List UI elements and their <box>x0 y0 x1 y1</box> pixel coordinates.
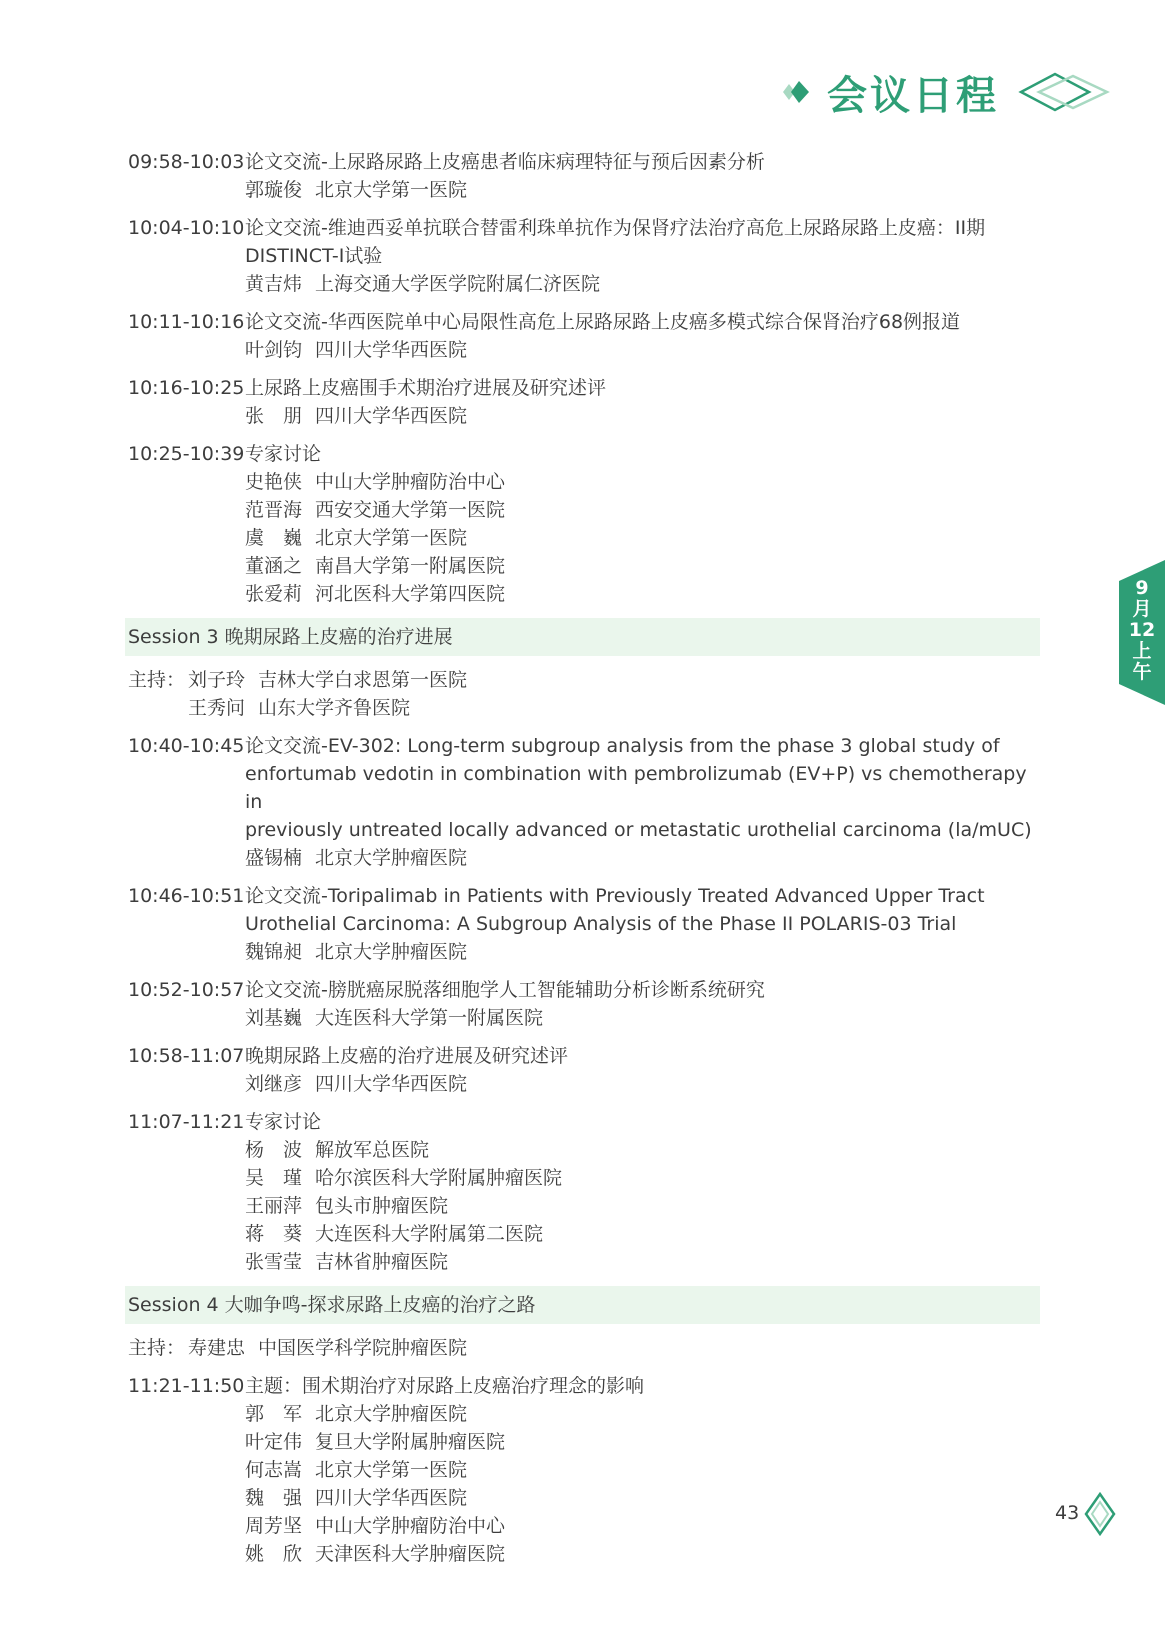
date-char: 上 <box>1132 640 1152 662</box>
topic-line: 专家讨论 <box>245 1111 322 1133</box>
speaker-org: 大连医科大学附属第二医院 <box>315 1223 544 1245</box>
page-title: 会议日程 <box>827 72 999 119</box>
agenda-item <box>128 1372 1040 1568</box>
speaker-row <box>245 1220 1040 1248</box>
speaker-org: 天津医科大学肿瘤医院 <box>315 1543 506 1565</box>
speaker-row <box>245 336 1040 364</box>
agenda-item <box>128 1108 1040 1276</box>
chair-name: 寿建忠 <box>188 1337 246 1359</box>
speaker-org: 哈尔滨医科大学附属肿瘤医院 <box>315 1167 563 1189</box>
agenda-item <box>128 732 1040 872</box>
agenda-item <box>128 1042 1040 1098</box>
speaker-org: 四川大学华西医院 <box>315 339 468 361</box>
topic-line: 上尿路上皮癌围手术期治疗进展及研究述评 <box>245 377 607 399</box>
speaker-org: 四川大学华西医院 <box>315 1487 468 1509</box>
date-side-tab <box>1119 560 1165 705</box>
item-body <box>245 374 1040 430</box>
speaker-name: 虞 巍 <box>245 527 303 549</box>
date-label <box>1119 578 1165 683</box>
speaker-row <box>245 1428 1040 1456</box>
speaker-row <box>245 176 1040 204</box>
chair-name: 王秀问 <box>188 697 246 719</box>
agenda-item <box>128 148 1040 204</box>
speaker-org: 四川大学华西医院 <box>315 1073 468 1095</box>
speaker-name: 杨 波 <box>245 1139 303 1161</box>
agenda-item <box>128 308 1040 364</box>
topic-line: 晚期尿路上皮癌的治疗进展及研究述评 <box>245 1045 569 1067</box>
diamond-page-icon <box>1084 1492 1116 1536</box>
topic-line: enfortumab vedotin in combination with pembrolizumab (EV+P) vs chemotherapy in <box>245 763 1027 813</box>
speaker-row <box>245 1004 1040 1032</box>
speaker-row <box>245 1512 1040 1540</box>
topic-line: 论文交流-Toripalimab in Patients with Previously Treated Advanced Upper Tract <box>245 885 985 907</box>
chair-label <box>128 694 188 722</box>
topic-line: 主题：围术期治疗对尿路上皮癌治疗理念的影响 <box>245 1375 645 1397</box>
speaker-name: 刘基巍 <box>245 1007 303 1029</box>
speaker-org: 河北医科大学第四医院 <box>315 583 506 605</box>
speaker-org: 北京大学肿瘤医院 <box>315 941 468 963</box>
speaker-name: 吴 瑾 <box>245 1167 303 1189</box>
date-char: 12 <box>1128 619 1156 641</box>
speaker-org: 中山大学肿瘤防治中心 <box>315 1515 506 1537</box>
agenda <box>128 148 1040 1578</box>
speaker-name: 刘继彦 <box>245 1073 303 1095</box>
topic-line: 论文交流-上尿路尿路上皮癌患者临床病理特征与预后因素分析 <box>245 151 765 173</box>
time-slot: 10:52-10:57 <box>128 979 245 1001</box>
speaker-org: 上海交通大学医学院附属仁济医院 <box>315 273 601 295</box>
speaker-row <box>245 1540 1040 1568</box>
session-chairs <box>128 666 1040 722</box>
speaker-name: 周芳坚 <box>245 1515 303 1537</box>
session-4-entries <box>128 1372 1040 1568</box>
speaker-row <box>245 844 1040 872</box>
time-slot: 10:40-10:45 <box>128 735 245 757</box>
speaker-org: 四川大学华西医院 <box>315 405 468 427</box>
date-char: 午 <box>1132 661 1152 683</box>
speaker-name: 张雪莹 <box>245 1251 303 1273</box>
speaker-name: 黄吉炜 <box>245 273 303 295</box>
item-body <box>245 1108 1040 1276</box>
speaker-name: 叶定伟 <box>245 1431 303 1453</box>
speaker-name: 史艳侠 <box>245 471 303 493</box>
speaker-name: 张爱莉 <box>245 583 303 605</box>
diamond-bullet-icon <box>775 78 811 106</box>
speaker-row <box>245 580 1040 608</box>
topic-line: 论文交流-华西医院单中心局限性高危上尿路尿路上皮癌多模式综合保肾治疗68例报道 <box>245 311 961 333</box>
speaker-org: 复旦大学附属肿瘤医院 <box>315 1431 506 1453</box>
chair-label: 主持： <box>128 669 186 691</box>
time-slot: 09:58-10:03 <box>128 151 245 173</box>
speaker-org: 北京大学肿瘤医院 <box>315 847 468 869</box>
topic-line: 专家讨论 <box>245 443 322 465</box>
time-slot: 10:25-10:39 <box>128 443 245 465</box>
speaker-row <box>245 1248 1040 1276</box>
item-body <box>245 440 1040 608</box>
speaker-row <box>245 496 1040 524</box>
topic-line: Urothelial Carcinoma: A Subgroup Analysis of the Phase II POLARIS-03 Trial <box>245 913 957 935</box>
session-3-entries <box>128 732 1040 1276</box>
speaker-name: 郭璇俊 <box>245 179 303 201</box>
topic-line: 论文交流-维迪西妥单抗联合替雷利珠单抗作为保肾疗法治疗高危上尿路尿路上皮癌：II期 <box>245 217 986 239</box>
speaker-row <box>245 524 1040 552</box>
speaker-org: 北京大学第一医院 <box>315 527 468 549</box>
item-body <box>245 732 1040 872</box>
time-slot: 10:11-10:16 <box>128 311 245 333</box>
speaker-row <box>245 468 1040 496</box>
time-slot: 11:07-11:21 <box>128 1111 245 1133</box>
chair-name: 刘子玲 <box>188 669 246 691</box>
speaker-org: 解放军总医院 <box>315 1139 430 1161</box>
speaker-name: 张 朋 <box>245 405 303 427</box>
speaker-org: 中山大学肿瘤防治中心 <box>315 471 506 493</box>
chair-row <box>128 694 1040 722</box>
time-slot: 10:46-10:51 <box>128 885 245 907</box>
session-chairs <box>128 1334 1040 1362</box>
speaker-row <box>245 402 1040 430</box>
item-body <box>245 1042 1040 1098</box>
speaker-name: 董涵之 <box>245 555 303 577</box>
item-body <box>245 308 1040 364</box>
item-body <box>245 148 1040 204</box>
agenda-item <box>128 976 1040 1032</box>
speaker-org: 吉林省肿瘤医院 <box>315 1251 449 1273</box>
speaker-name: 范晋海 <box>245 499 303 521</box>
speaker-org: 西安交通大学第一医院 <box>315 499 506 521</box>
speaker-org: 北京大学肿瘤医院 <box>315 1403 468 1425</box>
speaker-row <box>245 1070 1040 1098</box>
agenda-item <box>128 374 1040 430</box>
topic-line: 论文交流-EV-302: Long-term subgroup analysis from the phase 3 global study of <box>245 735 1000 757</box>
agenda-item <box>128 214 1040 298</box>
speaker-name: 魏锦昶 <box>245 941 303 963</box>
time-slot: 11:21-11:50 <box>128 1375 245 1397</box>
session-header: Session 4 大咖争鸣-探求尿路上皮癌的治疗之路 <box>125 1286 1040 1324</box>
topic-line: DISTINCT-I试验 <box>245 245 383 267</box>
time-slot: 10:58-11:07 <box>128 1045 245 1067</box>
speaker-name: 盛锡楠 <box>245 847 303 869</box>
page-header <box>775 62 1113 122</box>
time-slot: 10:04-10:10 <box>128 217 245 239</box>
topic-line: 论文交流-膀胱癌尿脱落细胞学人工智能辅助分析诊断系统研究 <box>245 979 765 1001</box>
chair-org: 吉林大学白求恩第一医院 <box>258 669 468 691</box>
speaker-row <box>245 1400 1040 1428</box>
speaker-org: 南昌大学第一附属医院 <box>315 555 506 577</box>
speaker-org: 包头市肿瘤医院 <box>315 1195 449 1217</box>
item-body <box>245 214 1040 298</box>
chair-org: 山东大学齐鲁医院 <box>258 697 411 719</box>
speaker-row <box>245 1192 1040 1220</box>
date-char: 月 <box>1132 598 1152 620</box>
item-body <box>245 976 1040 1032</box>
speaker-row <box>245 552 1040 580</box>
speaker-row <box>245 270 1040 298</box>
speaker-org: 北京大学第一医院 <box>315 1459 468 1481</box>
speaker-name: 郭 军 <box>245 1403 303 1425</box>
speaker-row <box>245 1136 1040 1164</box>
speaker-row <box>245 1164 1040 1192</box>
speaker-name: 姚 欣 <box>245 1543 303 1565</box>
speaker-org: 北京大学第一医院 <box>315 179 468 201</box>
date-char: 9 <box>1135 577 1149 599</box>
speaker-row <box>245 938 1040 966</box>
speaker-name: 王丽萍 <box>245 1195 303 1217</box>
agenda-item <box>128 882 1040 966</box>
chair-row <box>128 666 1040 694</box>
agenda-block-1 <box>128 148 1040 608</box>
topic-line: previously untreated locally advanced or metastatic urothelial carcinoma (la/mUC) <box>245 819 1032 841</box>
speaker-name: 蒋 葵 <box>245 1223 303 1245</box>
speaker-name: 何志嵩 <box>245 1459 303 1481</box>
session-header: Session 3 晚期尿路上皮癌的治疗进展 <box>125 618 1040 656</box>
chair-row <box>128 1334 1040 1362</box>
item-body <box>245 1372 1040 1568</box>
speaker-row <box>245 1456 1040 1484</box>
chair-org: 中国医学科学院肿瘤医院 <box>258 1337 468 1359</box>
chair-label: 主持： <box>128 1337 186 1359</box>
time-slot: 10:16-10:25 <box>128 377 245 399</box>
speaker-name: 叶剑钧 <box>245 339 303 361</box>
page-number: 43 <box>1055 1502 1080 1524</box>
speaker-org: 大连医科大学第一附属医院 <box>315 1007 544 1029</box>
speaker-name: 魏 强 <box>245 1487 303 1509</box>
diamond-outline-icon <box>1017 70 1113 114</box>
agenda-item <box>128 440 1040 608</box>
speaker-row <box>245 1484 1040 1512</box>
item-body <box>245 882 1040 966</box>
